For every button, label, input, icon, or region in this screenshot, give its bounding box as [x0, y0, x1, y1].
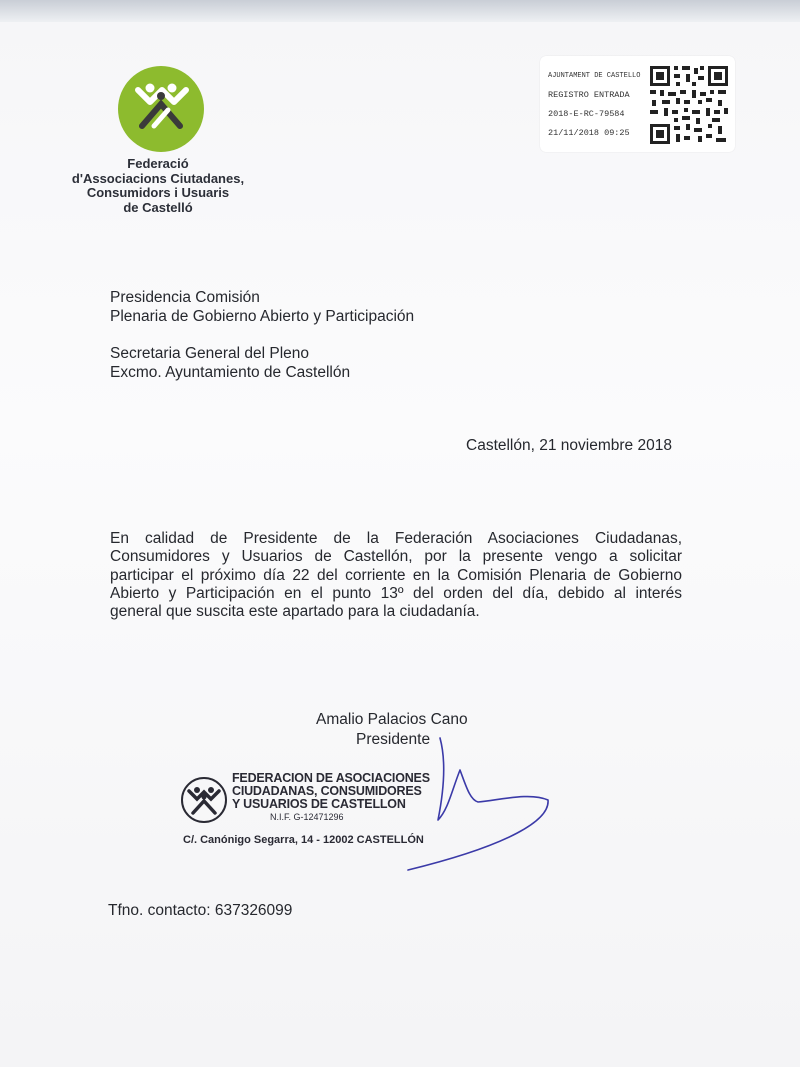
signatory-title: Presidente — [356, 731, 431, 748]
stamp-seal-icon — [180, 776, 228, 824]
stamp-nif: N.I.F. G-12471296 — [270, 812, 344, 822]
recipient-line: Plenaria de Gobierno Abierto y Participación — [110, 308, 415, 325]
stamp-line: Y USUARIOS DE CASTELLON — [232, 797, 406, 811]
body-line: participar el próximo día 22 del corriente en la Comisión Plenaria de Gobierno — [110, 566, 682, 584]
body-line: Abierto y Participación en el punto 13º del orden del día, debido al interés — [110, 584, 682, 602]
org-name-line: d'Associacions Ciutadanes, — [71, 170, 245, 186]
stamp-datetime: 21/11/2018 09:25 — [548, 128, 630, 138]
stamp-type: REGISTRO ENTRADA — [548, 90, 630, 100]
handwritten-signature — [400, 730, 560, 875]
body-line: Consumidores y Usuarios de Castellón, por la presente vengo a solicitar — [110, 548, 682, 566]
date-line: Castellón, 21 noviembre 2018 — [466, 437, 672, 454]
recipient-line: Presidencia Comisión — [110, 289, 260, 306]
body-line: En calidad de Presidente de la Federación Asociaciones Ciudadanas, — [110, 530, 682, 547]
stamp-office: AJUNTAMENT DE CASTELLO — [548, 72, 641, 80]
registry-stamp — [540, 56, 735, 152]
stamp-line: CIUDADANAS, CONSUMIDORES — [232, 784, 422, 798]
organization-name — [40, 157, 276, 215]
org-name-line: Consumidors i Usuaris — [86, 185, 230, 200]
signatory-name: Amalio Palacios Cano — [316, 711, 468, 728]
recipient-line: Excmo. Ayuntamiento de Castellón — [110, 364, 351, 381]
stamp-line: FEDERACION DE ASOCIACIONES — [232, 771, 430, 785]
people-icon — [118, 66, 204, 152]
body-line: general que suscita este apartado para la ciudadanía. — [110, 603, 480, 621]
qr-code-icon — [648, 64, 730, 146]
recipient-line: Secretaria General del Pleno — [110, 345, 310, 362]
federation-logo — [118, 66, 204, 152]
contact-phone: Tfno. contacto: 637326099 — [108, 902, 293, 919]
letter-body — [110, 530, 682, 621]
org-name-line: de Castelló — [123, 199, 193, 215]
stamp-number: 2018-E-RC-79584 — [548, 109, 625, 119]
org-name-line: Federació — [127, 156, 189, 171]
stamp-address: C/. Canónigo Segarra, 14 - 12002 CASTELLÓN — [183, 834, 424, 846]
